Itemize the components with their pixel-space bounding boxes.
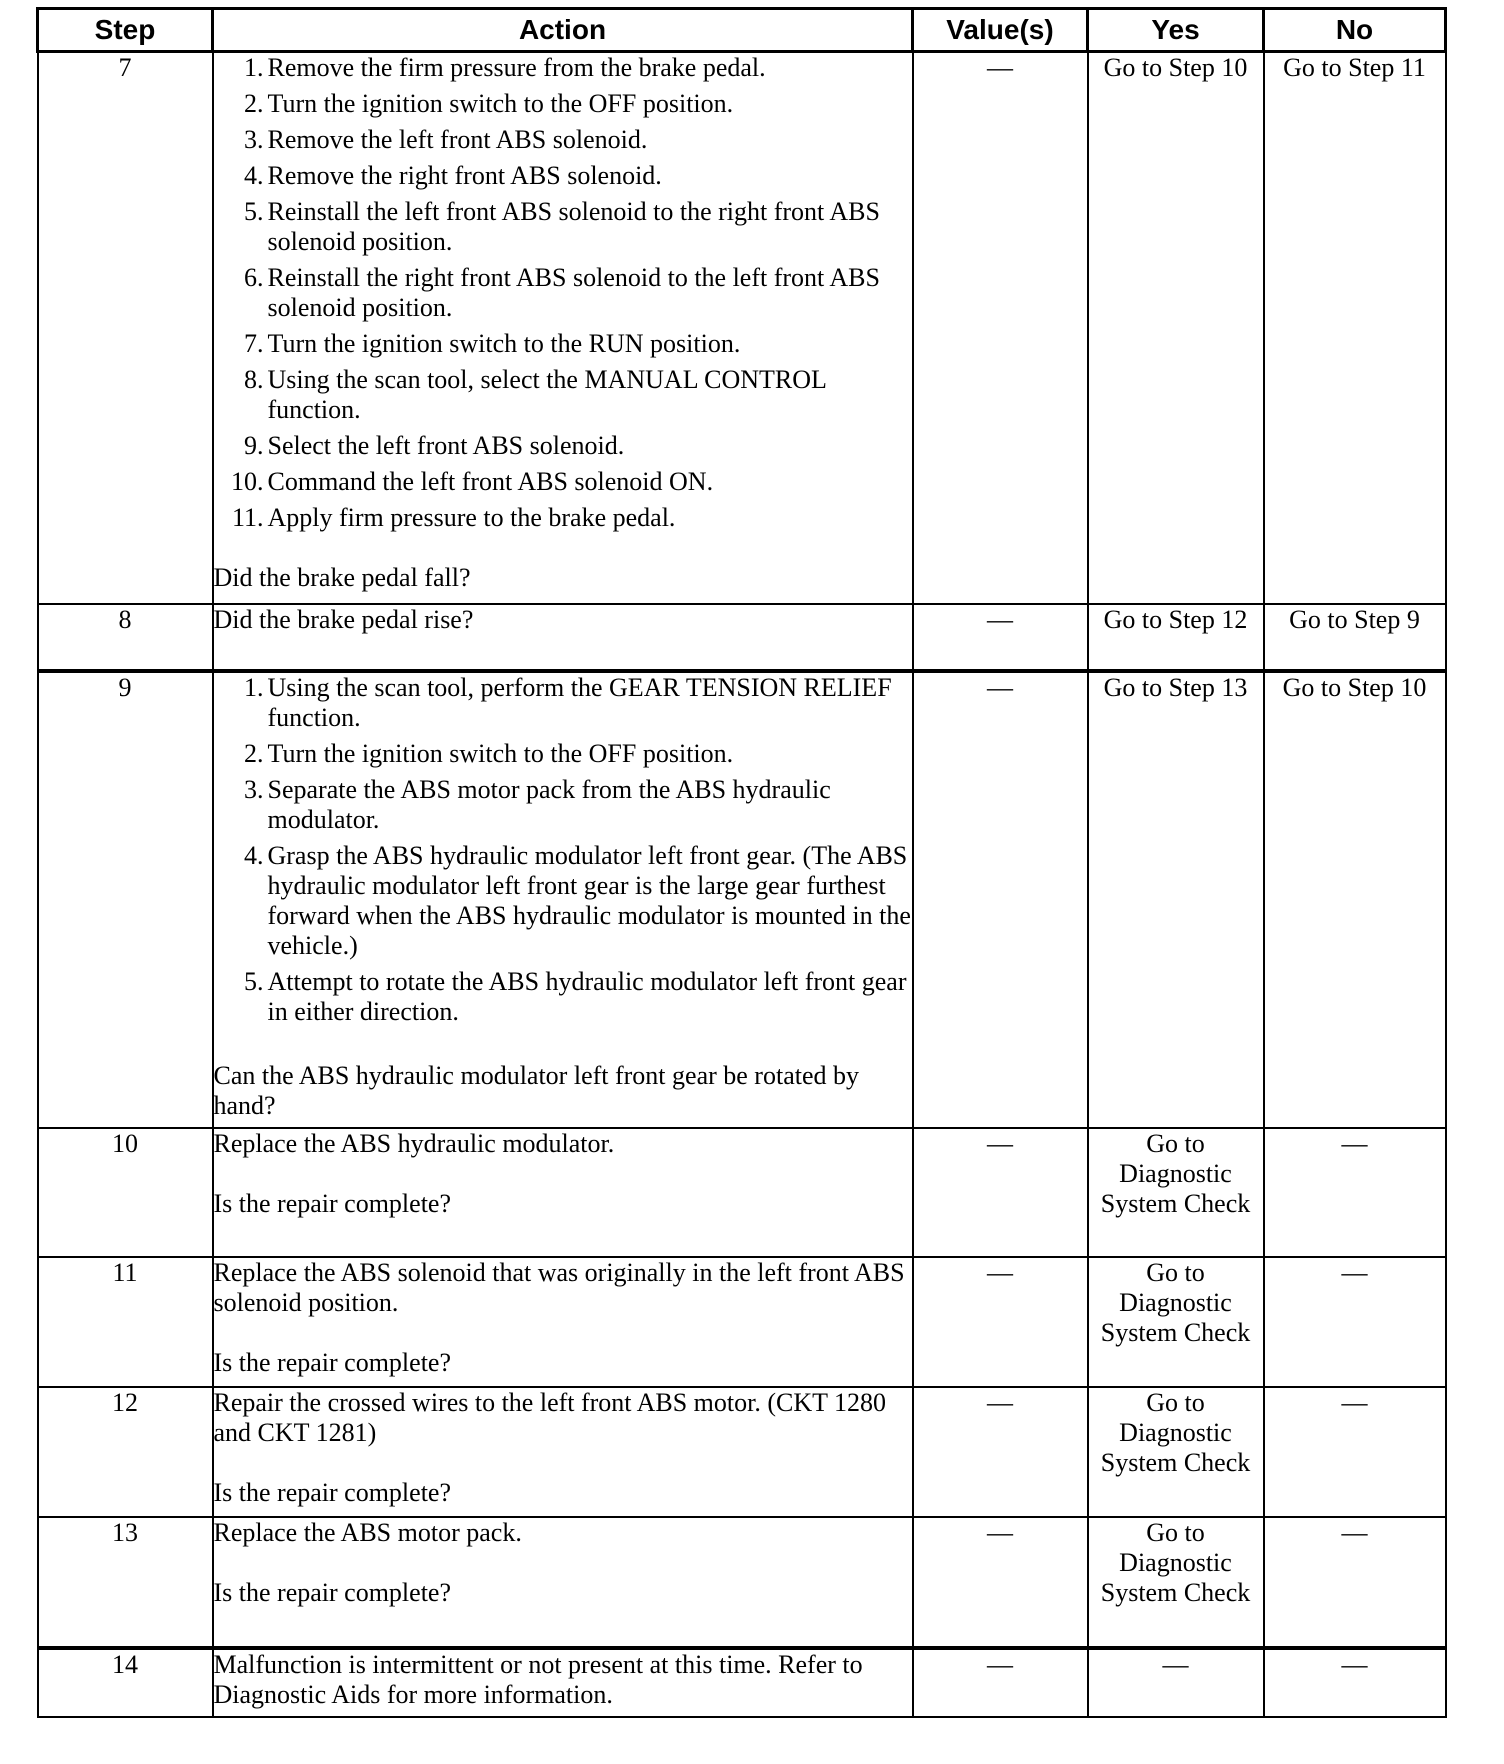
step-number: 14 (38, 1648, 213, 1717)
action-cell (213, 1648, 913, 1717)
value-cell: — (913, 1517, 1088, 1648)
list-item: 4. Grasp the ABS hydraulic modulator left front gear. (The ABS hydraulic modulator left front gear is the large gear furthest forward when the ABS hydraulic modulator is mounted in the vehicle.) (244, 841, 911, 960)
diagnostic-table (36, 7, 1447, 1718)
yes-cell: Go to Step 13 (1088, 671, 1264, 1128)
action-text: Malfunction is intermittent or not present at this time. Refer to Diagnostic Aids for more information. (213, 1650, 863, 1709)
action-cell (213, 604, 913, 671)
no-cell: — (1264, 1387, 1446, 1517)
action-text: Did the brake pedal rise? (213, 605, 474, 634)
yes-cell: — (1088, 1648, 1264, 1717)
list-item: 4. Remove the right front ABS solenoid. (244, 161, 662, 190)
action-text: Replace the ABS motor pack. (213, 1518, 522, 1547)
table-row (38, 1517, 1446, 1648)
yes-cell: Go to Diagnostic System Check (1088, 1257, 1264, 1387)
no-cell: Go to Step 11 (1264, 52, 1446, 605)
list-item: 10. Command the left front ABS solenoid ON. (231, 467, 714, 496)
action-cell (213, 1128, 913, 1257)
action-question: Is the repair complete? (213, 1578, 451, 1607)
no-cell: Go to Step 10 (1264, 671, 1446, 1128)
action-cell (213, 1517, 913, 1648)
yes-cell: Go to Diagnostic System Check (1088, 1387, 1264, 1517)
header-row (38, 9, 1446, 52)
no-cell: — (1264, 1517, 1446, 1648)
list-item: 6. Reinstall the right front ABS solenoid to the left front ABS solenoid position. (244, 263, 880, 322)
action-steps-list (214, 673, 912, 1027)
table-row (38, 52, 1446, 605)
header-value: Value(s) (913, 9, 1088, 52)
action-cell (213, 52, 913, 605)
table-row (38, 1648, 1446, 1717)
action-text: Replace the ABS hydraulic modulator. (213, 1129, 615, 1158)
list-item: 2. Turn the ignition switch to the OFF position. (244, 739, 734, 768)
yes-cell: Go to Diagnostic System Check (1088, 1128, 1264, 1257)
header-step: Step (38, 9, 213, 52)
list-item: 11. Apply firm pressure to the brake pedal. (231, 503, 676, 532)
no-cell: — (1264, 1257, 1446, 1387)
action-text: Repair the crossed wires to the left front ABS motor. (CKT 1280 and CKT 1281) (213, 1388, 887, 1447)
action-steps-list (214, 53, 912, 533)
table-row (38, 1387, 1446, 1517)
step-number: 11 (38, 1257, 213, 1387)
list-item: 5. Reinstall the left front ABS solenoid to the right front ABS solenoid position. (244, 197, 880, 256)
yes-cell: Go to Step 12 (1088, 604, 1264, 671)
table-row (38, 1257, 1446, 1387)
step-number: 9 (38, 671, 213, 1128)
step-number: 8 (38, 604, 213, 671)
list-item: 3. Remove the left front ABS solenoid. (244, 125, 648, 154)
action-question: Is the repair complete? (213, 1348, 451, 1377)
value-cell: — (913, 1648, 1088, 1717)
step-number: 7 (38, 52, 213, 605)
list-item: 9. Select the left front ABS solenoid. (244, 431, 625, 460)
action-cell (213, 1387, 913, 1517)
no-cell: — (1264, 1128, 1446, 1257)
list-item: 1. Using the scan tool, perform the GEAR TENSION RELIEF function. (244, 673, 892, 732)
list-item: 1. Remove the firm pressure from the brake pedal. (244, 53, 766, 82)
header-action: Action (213, 9, 913, 52)
action-cell (213, 671, 913, 1128)
table-row (38, 1128, 1446, 1257)
header-no: No (1264, 9, 1446, 52)
value-cell: — (913, 52, 1088, 605)
step-number: 12 (38, 1387, 213, 1517)
step-number: 13 (38, 1517, 213, 1648)
value-cell: — (913, 1257, 1088, 1387)
table-row (38, 604, 1446, 671)
action-question: Did the brake pedal fall? (213, 563, 471, 592)
action-question: Can the ABS hydraulic modulator left front gear be rotated by hand? (213, 1061, 859, 1120)
value-cell: — (913, 671, 1088, 1128)
yes-cell: Go to Diagnostic System Check (1088, 1517, 1264, 1648)
action-question: Is the repair complete? (213, 1189, 451, 1218)
value-cell: — (913, 1128, 1088, 1257)
list-item: 3. Separate the ABS motor pack from the ABS hydraulic modulator. (244, 775, 831, 834)
table-row (38, 671, 1446, 1128)
header-yes: Yes (1088, 9, 1264, 52)
list-item: 8. Using the scan tool, select the MANUAL CONTROL function. (244, 365, 826, 424)
action-cell (213, 1257, 913, 1387)
list-item: 5. Attempt to rotate the ABS hydraulic modulator left front gear in either direction. (244, 967, 907, 1026)
no-cell: — (1264, 1648, 1446, 1717)
value-cell: — (913, 1387, 1088, 1517)
list-item: 7. Turn the ignition switch to the RUN position. (244, 329, 741, 358)
no-cell: Go to Step 9 (1264, 604, 1446, 671)
value-cell: — (913, 604, 1088, 671)
step-number: 10 (38, 1128, 213, 1257)
action-question: Is the repair complete? (213, 1478, 451, 1507)
action-text: Replace the ABS solenoid that was originally in the left front ABS solenoid position. (213, 1258, 905, 1317)
list-item: 2. Turn the ignition switch to the OFF position. (244, 89, 734, 118)
yes-cell: Go to Step 10 (1088, 52, 1264, 605)
